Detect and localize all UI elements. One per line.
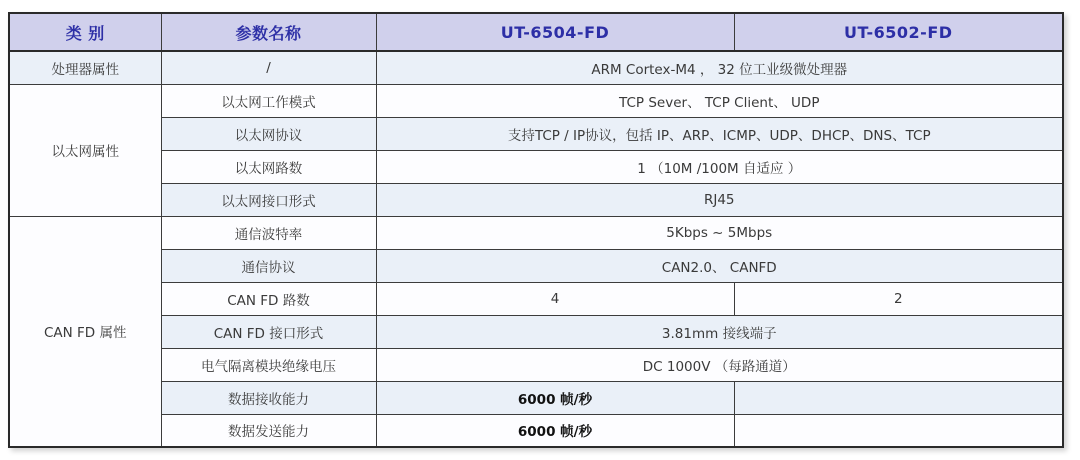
- spec-row: [9, 150, 1063, 183]
- param-name-cell: 数据发送能力: [161, 414, 376, 447]
- col-header-ut-6502-fd: UT-6502-FD: [734, 13, 1063, 51]
- col-header-param-name: 参数名称: [161, 13, 376, 51]
- param-name-cell: 通信协议: [161, 249, 376, 282]
- value-cell-ut-6504-fd: 4: [376, 282, 734, 315]
- param-name-cell: 以太网路数: [161, 150, 376, 183]
- category-cell: CAN FD 属性: [9, 216, 161, 447]
- param-name-cell: 以太网接口形式: [161, 183, 376, 216]
- spec-row: [9, 414, 1063, 447]
- param-name-cell: 以太网工作模式: [161, 84, 376, 117]
- param-name-cell: CAN FD 路数: [161, 282, 376, 315]
- param-name-cell: 以太网协议: [161, 117, 376, 150]
- value-cell-ut-6504-fd: 6000 帧/秒: [376, 414, 734, 447]
- spec-row: [9, 51, 1063, 84]
- product-spec-table: [8, 12, 1064, 448]
- merged-value-cell: CAN2.0、 CANFD: [376, 249, 1063, 282]
- spec-row: [9, 381, 1063, 414]
- spec-row: [9, 84, 1063, 117]
- spec-row: [9, 216, 1063, 249]
- param-name-cell: 数据接收能力: [161, 381, 376, 414]
- col-header-ut-6504-fd: UT-6504-FD: [376, 13, 734, 51]
- spec-table-body: [9, 51, 1063, 447]
- spec-row: [9, 315, 1063, 348]
- value-cell-ut-6504-fd: 6000 帧/秒: [376, 381, 734, 414]
- spec-row: [9, 249, 1063, 282]
- merged-value-cell: RJ45: [376, 183, 1063, 216]
- header-row: [9, 13, 1063, 51]
- spec-row: [9, 183, 1063, 216]
- merged-value-cell: 3.81mm 接线端子: [376, 315, 1063, 348]
- merged-value-cell: ARM Cortex-M4 ， 32 位工业级微处理器: [376, 51, 1063, 84]
- param-name-cell: 通信波特率: [161, 216, 376, 249]
- value-cell-ut-6502-fd: 2: [734, 282, 1063, 315]
- category-cell: 处理器属性: [9, 51, 161, 84]
- param-name-cell: 电气隔离模块绝缘电压: [161, 348, 376, 381]
- value-cell-ut-6502-fd: [734, 414, 1063, 447]
- spec-row: [9, 282, 1063, 315]
- merged-value-cell: DC 1000V （每路通道）: [376, 348, 1063, 381]
- category-cell: 以太网属性: [9, 84, 161, 216]
- col-header-category: 类 别: [9, 13, 161, 51]
- spec-row: [9, 348, 1063, 381]
- merged-value-cell: 1 （10M /100M 自适应 ）: [376, 150, 1063, 183]
- spec-row: [9, 117, 1063, 150]
- merged-value-cell: 5Kbps ~ 5Mbps: [376, 216, 1063, 249]
- param-name-cell: /: [161, 51, 376, 84]
- param-name-cell: CAN FD 接口形式: [161, 315, 376, 348]
- merged-value-cell: 支持TCP / IP协议，包括 IP、ARP、ICMP、UDP、DHCP、DNS、TCP: [376, 117, 1063, 150]
- value-cell-ut-6502-fd: [734, 381, 1063, 414]
- merged-value-cell: TCP Sever、 TCP Client、 UDP: [376, 84, 1063, 117]
